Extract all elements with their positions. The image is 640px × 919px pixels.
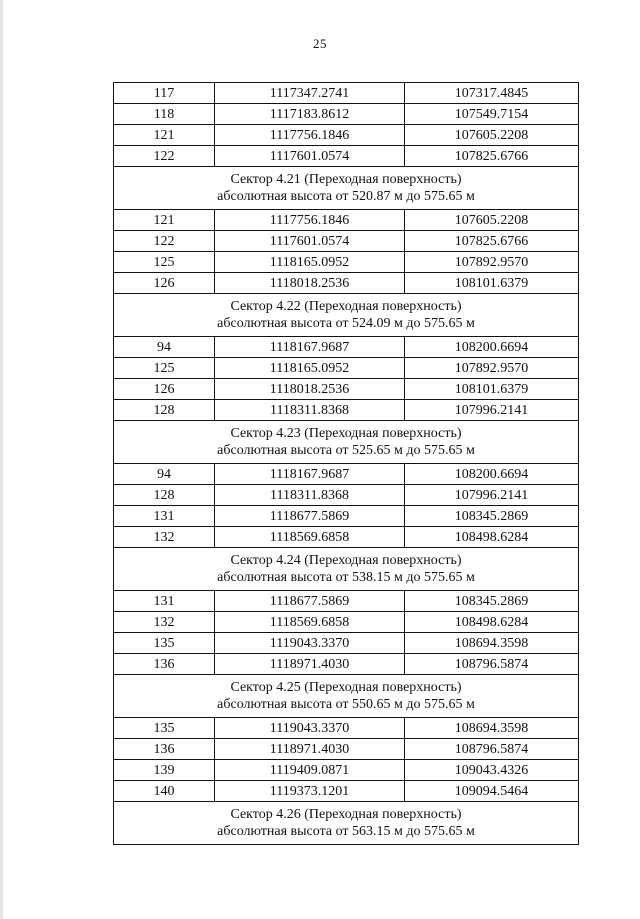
sector-altitude-range: абсолютная высота от 520.87 м до 575.65 м	[217, 189, 475, 204]
y-coordinate-cell: 107825.6766	[405, 146, 579, 167]
x-coordinate-cell: 1118018.2536	[215, 379, 405, 400]
sector-header-cell	[114, 675, 579, 718]
sector-altitude-range: абсолютная высота от 538.15 м до 575.65 м	[217, 570, 475, 585]
sector-title: Сектор 4.24 (Переходная поверхность)	[230, 553, 462, 568]
sector-header-cell	[114, 167, 579, 210]
page-number: 25	[313, 36, 327, 51]
point-number-cell: 121	[114, 210, 215, 231]
y-coordinate-cell: 108345.2869	[405, 591, 579, 612]
x-coordinate-cell: 1118165.0952	[215, 358, 405, 379]
y-coordinate-cell: 108498.6284	[405, 612, 579, 633]
sector-header-cell	[114, 802, 579, 845]
point-number-cell: 125	[114, 358, 215, 379]
y-coordinate-cell: 108796.5874	[405, 654, 579, 675]
point-number-cell: 126	[114, 273, 215, 294]
sector-header-cell	[114, 294, 579, 337]
sector-header-row	[114, 675, 579, 718]
sector-title: Сектор 4.26 (Переходная поверхность)	[230, 807, 462, 822]
table-row	[114, 612, 579, 633]
x-coordinate-cell: 1118677.5869	[215, 506, 405, 527]
y-coordinate-cell: 108200.6694	[405, 464, 579, 485]
x-coordinate-cell: 1118971.4030	[215, 654, 405, 675]
y-coordinate-cell: 108101.6379	[405, 379, 579, 400]
sector-header-row	[114, 802, 579, 845]
point-number-cell: 121	[114, 125, 215, 146]
table-row	[114, 358, 579, 379]
sector-title: Сектор 4.23 (Переходная поверхность)	[230, 426, 462, 441]
y-coordinate-cell: 108694.3598	[405, 633, 579, 654]
point-number-cell: 126	[114, 379, 215, 400]
point-number-cell: 125	[114, 252, 215, 273]
y-coordinate-cell: 107549.7154	[405, 104, 579, 125]
point-number-cell: 132	[114, 527, 215, 548]
sector-header-row	[114, 421, 579, 464]
sector-header-row	[114, 548, 579, 591]
point-number-cell: 135	[114, 633, 215, 654]
x-coordinate-cell: 1118569.6858	[215, 612, 405, 633]
y-coordinate-cell: 108694.3598	[405, 718, 579, 739]
y-coordinate-cell: 107996.2141	[405, 485, 579, 506]
point-number-cell: 128	[114, 400, 215, 421]
point-number-cell: 122	[114, 231, 215, 252]
coordinates-table	[113, 82, 579, 845]
table-row	[114, 125, 579, 146]
table-row	[114, 231, 579, 252]
x-coordinate-cell: 1118311.8368	[215, 400, 405, 421]
x-coordinate-cell: 1118569.6858	[215, 527, 405, 548]
table-row	[114, 718, 579, 739]
y-coordinate-cell: 108498.6284	[405, 527, 579, 548]
x-coordinate-cell: 1118018.2536	[215, 273, 405, 294]
y-coordinate-cell: 108796.5874	[405, 739, 579, 760]
table-row	[114, 104, 579, 125]
table-row	[114, 781, 579, 802]
x-coordinate-cell: 1117756.1846	[215, 210, 405, 231]
y-coordinate-cell: 108345.2869	[405, 506, 579, 527]
point-number-cell: 131	[114, 506, 215, 527]
sector-altitude-range: абсолютная высота от 525.65 м до 575.65 м	[217, 443, 475, 458]
table-row	[114, 527, 579, 548]
table-row	[114, 506, 579, 527]
table-row	[114, 591, 579, 612]
x-coordinate-cell: 1118677.5869	[215, 591, 405, 612]
sector-title: Сектор 4.21 (Переходная поверхность)	[230, 172, 462, 187]
x-coordinate-cell: 1117756.1846	[215, 125, 405, 146]
y-coordinate-cell: 109094.5464	[405, 781, 579, 802]
x-coordinate-cell: 1117347.2741	[215, 83, 405, 104]
x-coordinate-cell: 1117601.0574	[215, 146, 405, 167]
y-coordinate-cell: 107605.2208	[405, 125, 579, 146]
y-coordinate-cell: 107605.2208	[405, 210, 579, 231]
point-number-cell: 140	[114, 781, 215, 802]
x-coordinate-cell: 1118167.9687	[215, 337, 405, 358]
point-number-cell: 136	[114, 739, 215, 760]
sector-title: Сектор 4.25 (Переходная поверхность)	[230, 680, 462, 695]
x-coordinate-cell: 1118311.8368	[215, 485, 405, 506]
sector-title: Сектор 4.22 (Переходная поверхность)	[230, 299, 462, 314]
point-number-cell: 131	[114, 591, 215, 612]
table-row	[114, 210, 579, 231]
x-coordinate-cell: 1118167.9687	[215, 464, 405, 485]
sector-header-cell	[114, 548, 579, 591]
y-coordinate-cell: 107996.2141	[405, 400, 579, 421]
point-number-cell: 118	[114, 104, 215, 125]
y-coordinate-cell: 107892.9570	[405, 252, 579, 273]
x-coordinate-cell: 1119373.1201	[215, 781, 405, 802]
coordinates-table-body	[114, 83, 579, 845]
x-coordinate-cell: 1118971.4030	[215, 739, 405, 760]
table-row	[114, 252, 579, 273]
table-row	[114, 337, 579, 358]
point-number-cell: 136	[114, 654, 215, 675]
scan-page-edge	[0, 0, 3, 919]
point-number-cell: 135	[114, 718, 215, 739]
y-coordinate-cell: 107825.6766	[405, 231, 579, 252]
y-coordinate-cell: 108101.6379	[405, 273, 579, 294]
table-row	[114, 654, 579, 675]
sector-altitude-range: абсолютная высота от 563.15 м до 575.65 м	[217, 824, 475, 839]
sector-header-row	[114, 294, 579, 337]
point-number-cell: 117	[114, 83, 215, 104]
x-coordinate-cell: 1118165.0952	[215, 252, 405, 273]
table-row	[114, 760, 579, 781]
y-coordinate-cell: 107317.4845	[405, 83, 579, 104]
table-row	[114, 273, 579, 294]
x-coordinate-cell: 1119043.3370	[215, 633, 405, 654]
point-number-cell: 94	[114, 337, 215, 358]
y-coordinate-cell: 108200.6694	[405, 337, 579, 358]
table-row	[114, 400, 579, 421]
sector-header-cell	[114, 421, 579, 464]
point-number-cell: 139	[114, 760, 215, 781]
y-coordinate-cell: 109043.4326	[405, 760, 579, 781]
table-row	[114, 485, 579, 506]
point-number-cell: 122	[114, 146, 215, 167]
x-coordinate-cell: 1117183.8612	[215, 104, 405, 125]
point-number-cell: 132	[114, 612, 215, 633]
x-coordinate-cell: 1117601.0574	[215, 231, 405, 252]
sector-header-row	[114, 167, 579, 210]
table-row	[114, 83, 579, 104]
x-coordinate-cell: 1119043.3370	[215, 718, 405, 739]
table-row	[114, 146, 579, 167]
table-row	[114, 379, 579, 400]
table-row	[114, 464, 579, 485]
x-coordinate-cell: 1119409.0871	[215, 760, 405, 781]
y-coordinate-cell: 107892.9570	[405, 358, 579, 379]
point-number-cell: 128	[114, 485, 215, 506]
table-row	[114, 633, 579, 654]
sector-altitude-range: абсолютная высота от 550.65 м до 575.65 м	[217, 697, 475, 712]
table-row	[114, 739, 579, 760]
point-number-cell: 94	[114, 464, 215, 485]
sector-altitude-range: абсолютная высота от 524.09 м до 575.65 м	[217, 316, 475, 331]
